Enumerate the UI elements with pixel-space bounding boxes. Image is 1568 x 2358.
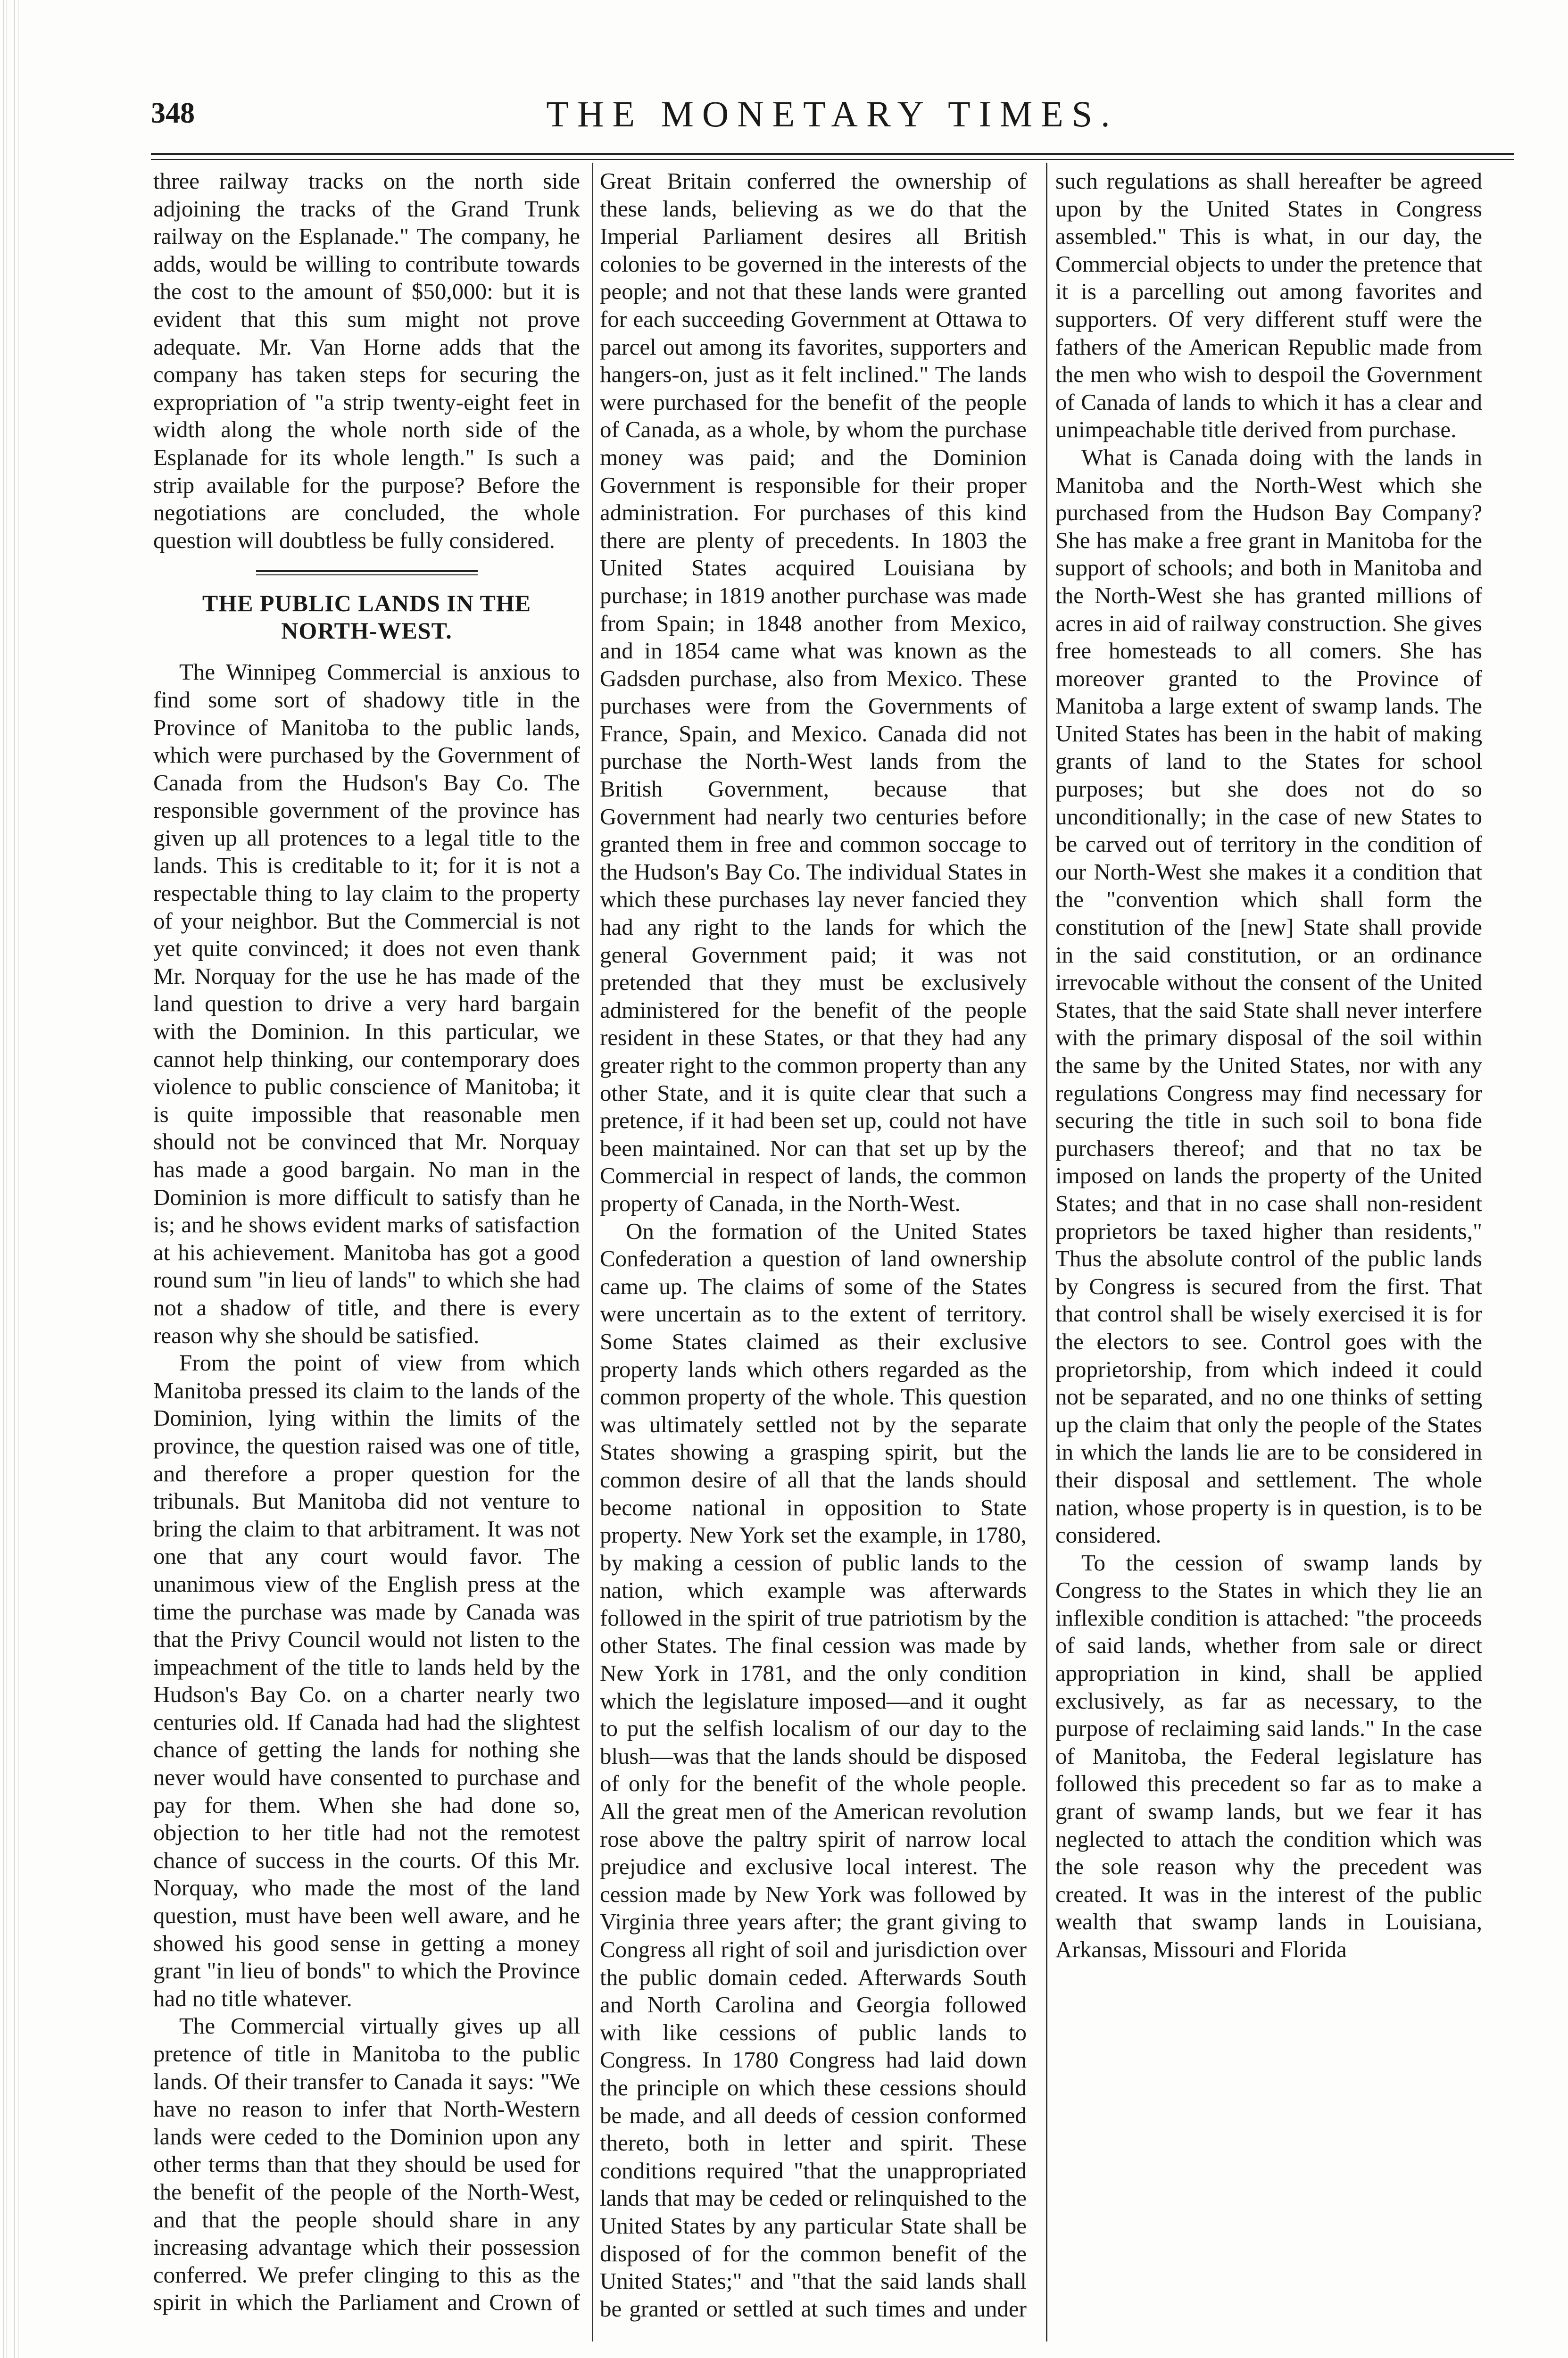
article-title: THE PUBLIC LANDS IN THE NORTH-WEST. xyxy=(202,590,531,644)
article-paragraph: On the formation of the United States Confederation a question of land ownership came up. The claims of some of the States were uncertain as to the extent of territory. Some States claimed as their exclusive property lands which others regarded as the common property of the whole. This question was ultimately settled not by the separate States showing a grasping spirit, but the common desire of all that the lands should become national in opposition to State property. New York set the example, in 1780, by making a cession of public lands to the nation, which example was afterwards followed in the spirit of true patriotism by the other States. The final cession was made by New York in 1781, and the only condition which the legislature imposed—and it ought to put the selfish localism of our day to the blush—was that the lands should be disposed of only for the benefit of the whole people. All the great men of the American revolution rose above the paltry spirit of narrow local prejudice and exclusive local interest. The cession made by New York was followed by Virginia three years after; the grant giving to Congress all right of soil and jurisdiction over the public domain ceded. Afterwards South and North Carolina and Georgia followed with like cessions of public lands to Congress. In 1780 Congress had laid down the principle on which these cessions should be made, and all deeds of cession conformed thereto, both in letter and spirit. These conditions required "that the unappropriated lands that may be ceded or relinquished to the United States by any particular State shall be disposed of for the common benefit of the United States;" and "that the said lands shall be granted or settled at such times and under xyxy=(600,1218,1027,2322)
article-paragraph: such regulations as shall hereafter be agreed upon by the United States in Congress assembled." This is what, in our day, the Commercial objects to under the pretence that it is a parcelling out among favorites and supporters. Of very different stuff were the fathers of the American Republic made from the men who wish to despoil the Government of Canada of lands to which it has a clear and unimpeachable title derived from purchase. xyxy=(1055,168,1482,443)
article-paragraph: The Winnipeg Commercial is anxious to find some sort of shadowy title in the Province of Manitoba to the public lands, which were purchased by the Government of Canada from the Hudson's Bay Co. The responsible government of the province has given up all protences to a legal title to the lands. This is creditable to it; for it is not a respectable thing to lay claim to the property of your neighbor. But the Commercial is not yet quite convinced; it does not even thank Mr. Norquay for the use he has made of the land question to drive a very hard bargain with the Dominion. In this particular, we cannot help thinking, our contemporary does violence to public conscience of Manitoba; it is quite impossible that reasonable men should not be convinced that Mr. Norquay has made a good bargain. No man in the Dominion is more difficult to satisfy than he is; and he shows evident marks of satisfaction at his achievement. Manitoba has got a good round sum "in lieu of lands" to which she had not a shadow of title, and there is every reason why she should be satisfied. xyxy=(153,659,580,1348)
article-continuation: three railway tracks on the north side adjoining the tracks of the Grand Trunk railway on the Esplanade." The company, he adds, would be willing to contribute towards the cost to the amount of $50,000: but it is evident that this sum might not prove adequate. Mr. Van Horne adds that the company has taken steps for securing the expropriation of "a strip twenty-eight feet in width along the whole north side of the Esplanade for its whole length." Is such a strip available for the purpose? Before the negotiations are concluded, the whole question will doubtless be fully considered. xyxy=(153,168,580,553)
article-paragraph: The Commercial virtually gives up all pretence of title in Manitoba to the public lands. Of their transfer to Canada it says: "We have no reason to infer that North-Western lands were ceded to the Dominion upon any other terms than that they should be used for the benefit of the people of the North-West, and that the people should share in any increasing advantage which their possession conferred. We prefer clinging to this as the spirit in which the Parliament and Crown of xyxy=(153,2013,580,2316)
column-3 xyxy=(1055,167,1482,1964)
article-paragraph: To the cession of swamp lands by Congress to the States in which they lie an inflexible condition is attached: "the proceeds of said lands, whether from sale or direct appropriation in kind, shall be applied exclusively, as far as necessary, to the purpose of reclaiming said lands." In the case of Manitoba, the Federal legislature has followed this precedent so far as to make a grant of swamp lands, but we fear it has neglected to attach the condition which was the sole reason why the precedent was created. It was in the interest of the public wealth that swamp lands in Louisiana, Arkansas, Missouri and Florida xyxy=(1055,1549,1482,1962)
column-1 xyxy=(153,167,580,2316)
page-number: 348 xyxy=(151,97,195,129)
article-paragraph: What is Canada doing with the lands in Manitoba and the North-West which she purchased from the Hudson Bay Company? She has make a free grant in Manitoba for the support of schools; and both in Manitoba and the North-West she has granted millions of acres in aid of railway construction. She gives free homesteads to all comers. She has moreover granted to the Province of Manitoba a large extent of swamp lands. The United States has been in the habit of making grants of land to the States for school purposes; but she does not do so unconditionally; in the case of new States to be carved out of territory in the condition of our North-West she makes it a condition that the "convention which shall form the constitution of the [new] State shall provide in the said constitution, or an ordinance irrevocable without the consent of the United States, that the said State shall never interfere with the primary disposal of the soil within the same by the United States, nor with any regulations Congress may find necessary for securing the title in such soil to bona fide purchasers thereof; and that no tax be imposed on lands the property of the United States; and that in no case shall non-resident proprietors be taxed higher than residents," Thus the absolute control of the public lands by Congress is secured from the first. That that control shall be wisely exercised it is for the electors to see. Control goes with the proprietorship, from which indeed it could not be separated, and no one thinks of setting up the claim that only the people of the States in which the lands lie are to be considered in their disposal and settlement. The whole nation, whose property is in question, is to be considered. xyxy=(1055,444,1482,1548)
column-rule xyxy=(592,163,593,2341)
section-separator xyxy=(256,570,478,575)
article-paragraph: From the point of view from which Manitoba pressed its claim to the lands of the Dominion, lying within the limits of the province, the question raised was one of title, and therefore a proper question for the tribunals. But Manitoba did not venture to bring the claim to that arbitrament. It was not one that any court would favor. The unanimous view of the English press at the time the purchase was made by Canada was that the Privy Council would not listen to the impeachment of the title to lands held by the Hudson's Bay Co. on a charter nearly two centuries old. If Canada had had the slightest chance of getting the lands for nothing she never would have consented to purchase and pay for them. When she had done so, objection to her title had not the remotest chance of success in the courts. Of this Mr. Norquay, who made the most of the land question, must have been well aware, and he showed his good sense in getting a money grant "in lieu of bonds" to which the Province had no title whatever. xyxy=(153,1350,580,2011)
masthead: THE MONETARY TIMES. xyxy=(546,93,1119,134)
column-2 xyxy=(600,167,1027,2323)
page-header xyxy=(151,93,1514,149)
header-rule-thin xyxy=(151,159,1514,160)
scanned-page-edge xyxy=(0,0,23,2358)
column-rule xyxy=(1046,163,1047,2341)
article-paragraph: Great Britain conferred the ownership of these lands, believing as we do that the Imperial Parliament desires all British colonies to be governed in the interests of the people; and not that these lands were granted for each succeeding Government at Ottawa to parcel out among its favorites, supporters and hangers-on, just as it felt inclined." The lands were purchased for the benefit of the people of Canada, as a whole, by whom the purchase money was paid; and the Dominion Government is responsible for their proper administration. For purchases of this kind there are plenty of precedents. In 1803 the United States acquired Louisiana by purchase; in 1819 another purchase was made from Spain; in 1848 another from Mexico, and in 1854 came what was known as the Gadsden purchase, also from Mexico. These purchases were from the Governments of France, Spain, and Mexico. Canada did not purchase the North-West lands from the British Government, because that Government had nearly two centuries before granted them in free and common soccage to the Hudson's Bay Co. The individual States in which these purchases lay never fancied they had any right to the lands for which the general Government paid; it was not pretended that they must be exclusively administered for the benefit of the people resident in these States, or that they had any greater right to the common property than any other State, and it is quite clear that such a pretence, if it had been set up, could not have been maintained. Nor can that set up by the Commercial in respect of lands, the common property of Canada, in the North-West. xyxy=(600,168,1027,1216)
header-rule xyxy=(151,153,1514,155)
